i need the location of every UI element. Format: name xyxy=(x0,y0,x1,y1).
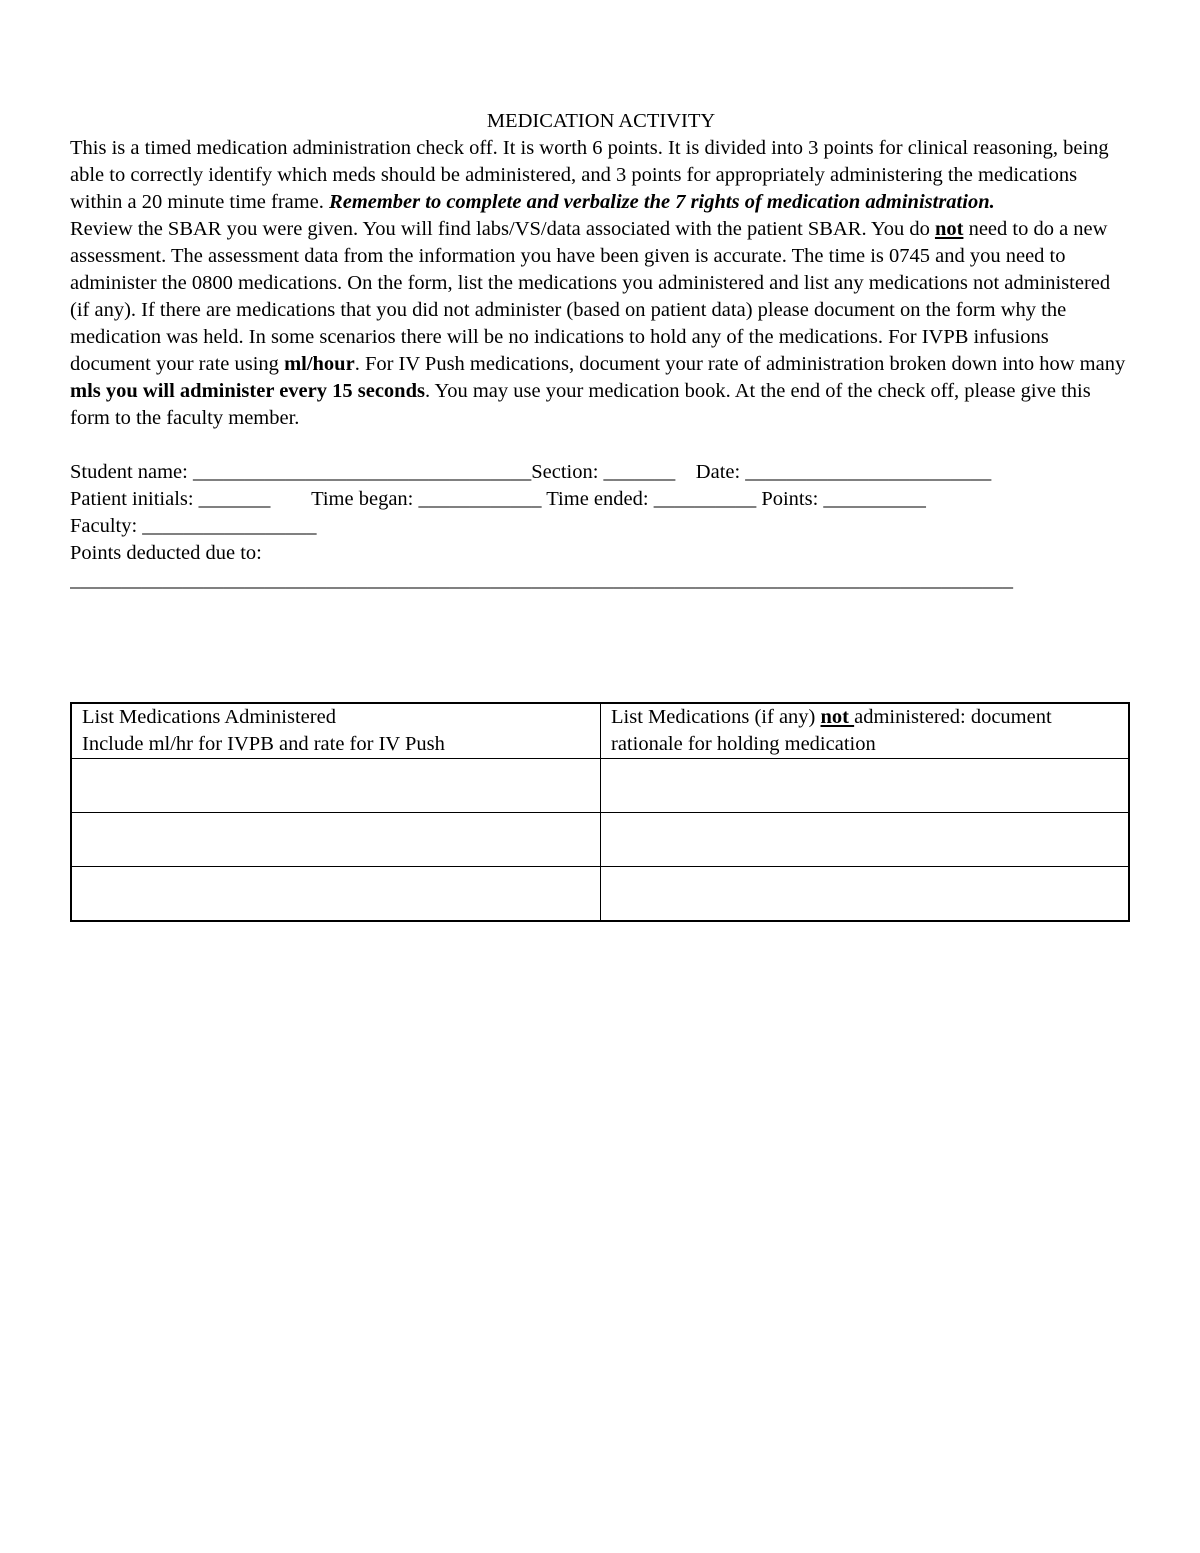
student-name-section-date-line[interactable]: Student name: _________________________________Section: _______ Date: ________________________ xyxy=(70,461,992,483)
document-page xyxy=(70,108,1132,594)
instructions-part2: need to do a new assessment. The assessment data from the information you have been given is accurate. The time is 0745 and you need to administer the 0800 medications. On the form, list the medications you administered and list any medications not administered (if any). If there are medications that you did not administer (based on patient data) please document on the form why the medication was held. In some scenarios there will be no indications to hold any of the medications. For IVPB infusions document your rate using xyxy=(70,218,1111,375)
administered-cell[interactable] xyxy=(71,867,601,922)
table-row xyxy=(71,759,1129,813)
not-administered-header xyxy=(601,703,1130,759)
administered-header-line1: List Medications Administered xyxy=(82,706,336,728)
faculty-line[interactable]: Faculty: _________________ xyxy=(70,515,317,537)
not-administered-header-line1 xyxy=(611,704,1118,731)
administered-cell[interactable] xyxy=(71,813,601,867)
points-deducted-line[interactable]: ____________________________________________________________________________________________ xyxy=(70,569,1013,591)
instructions-part3: . For IV Push medications, document your rate of administration broken down into how many xyxy=(354,353,1126,375)
instructions-part4: . You may use your medication book. At the end of the check off, please give this form to the faculty member. xyxy=(70,380,1091,429)
form-fields xyxy=(70,459,1132,594)
table-row xyxy=(71,867,1129,922)
instructions-mls-every: mls you will administer every 15 seconds xyxy=(70,380,425,402)
intro-text: This is a timed medication administration check off. It is worth 6 points. It is divided into 3 points for clinical reasoning, being able to correctly identify which meds should be administered, and 3 points for appropriately administering the medications within a 20 minute time frame. xyxy=(70,137,1109,213)
instructions-part1: Review the SBAR you were given. You will find labs/VS/data associated with the patient SBAR. You do xyxy=(70,218,935,240)
instructions-ml-hour: ml/hour xyxy=(284,353,355,375)
intro-paragraph xyxy=(70,135,1132,216)
document-title: MEDICATION ACTIVITY xyxy=(486,110,716,132)
not-administered-header-before: List Medications (if any) xyxy=(611,706,821,728)
not-administered-cell[interactable] xyxy=(601,813,1130,867)
instructions-paragraph xyxy=(70,216,1132,432)
table-header-row xyxy=(71,703,1129,759)
points-deducted-label: Points deducted due to: xyxy=(70,542,262,564)
not-administered-header-line2: rationale for holding medication xyxy=(611,733,876,755)
medications-table xyxy=(70,702,1130,922)
table-row xyxy=(71,813,1129,867)
intro-emphasis: Remember to complete and verbalize the 7 rights of medication administration. xyxy=(329,191,995,213)
administered-header xyxy=(71,703,601,759)
not-administered-header-after: administered: document xyxy=(854,706,1052,728)
instructions-not: not xyxy=(934,218,964,240)
not-administered-cell[interactable] xyxy=(601,759,1130,813)
administered-header-line2: Include ml/hr for IVPB and rate for IV Push xyxy=(82,733,445,755)
not-administered-cell[interactable] xyxy=(601,867,1130,922)
patient-time-points-line[interactable]: Patient initials: _______ Time began: ____________ Time ended: __________ Points: __________ xyxy=(70,488,926,510)
not-administered-header-not: not xyxy=(820,706,855,728)
administered-cell[interactable] xyxy=(71,759,601,813)
